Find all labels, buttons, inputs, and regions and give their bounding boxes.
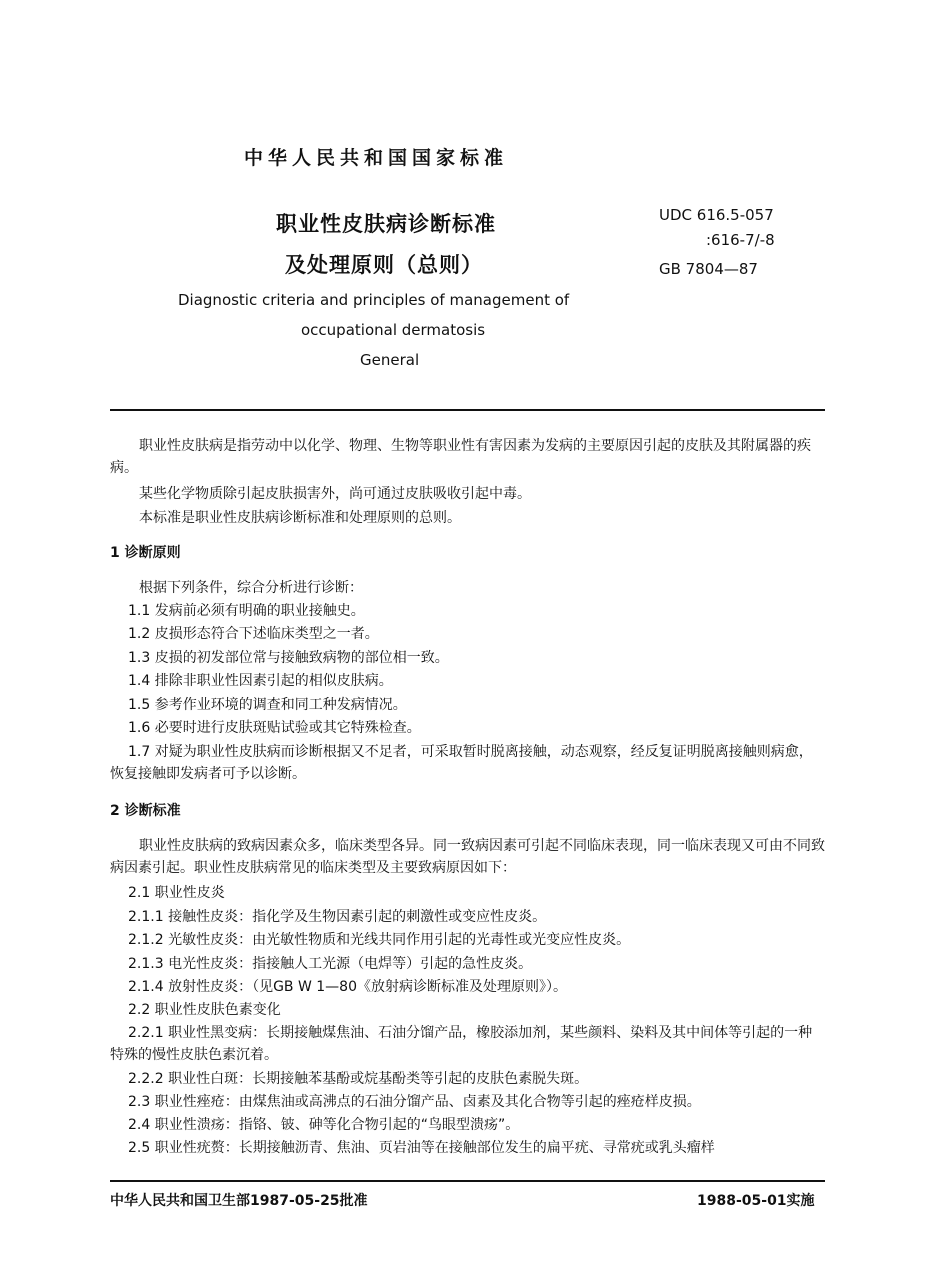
section1-heading: 1 诊断原则 bbox=[110, 545, 181, 561]
section2-item-2-1-4: 2.1.4 放射性皮炎：（见GB W 1—80《放射病诊断标准及处理原则》）。 bbox=[128, 979, 567, 995]
section2-item-2-1-3: 2.1.3 电光性皮炎：指接触人工光源（电焊等）引起的急性皮炎。 bbox=[128, 956, 533, 972]
document-title-line2: 及处理原则（总则） bbox=[285, 253, 483, 277]
section2-item-2-2-2: 2.2.2 职业性白斑：长期接触苯基酚或烷基酚类等引起的皮肤色素脱失斑。 bbox=[128, 1071, 589, 1087]
english-title-line1: Diagnostic criteria and principles of management of bbox=[178, 291, 570, 309]
section2-item-2-1: 2.1 职业性皮炎 bbox=[128, 885, 225, 901]
section2-lead: 职业性皮肤病的致病因素众多，临床类型各异。同一致病因素可引起不同临床表现，同一临床表现又可由不同致病因素引起。职业性皮肤病常见的临床类型及主要致病原因如下： bbox=[110, 838, 825, 876]
section1-item-1-5: 1.5 参考作业环境的调查和同工种发病情况。 bbox=[128, 697, 407, 713]
section2-heading: 2 诊断标准 bbox=[110, 803, 181, 819]
intro-paragraph-3: 本标准是职业性皮肤病诊断标准和处理原则的总则。 bbox=[139, 510, 461, 526]
section1-item-1-3: 1.3 皮损的初发部位常与接触致病物的部位相一致。 bbox=[128, 650, 449, 666]
udc-code-line2: :616-7/-8 bbox=[706, 231, 775, 249]
english-title-line2: occupational dermatosis bbox=[301, 321, 486, 339]
intro-paragraph-2: 某些化学物质除引起皮肤损害外，尚可通过皮肤吸收引起中毒。 bbox=[139, 486, 531, 502]
implementation-date: 1988-05-01实施 bbox=[697, 1193, 815, 1209]
standard-type-heading: 中华人民共和国国家标准 bbox=[244, 147, 509, 169]
gb-code: GB 7804—87 bbox=[659, 260, 758, 278]
section2-item-2-2-1: 2.2.1 职业性黑变病：长期接触煤焦油、石油分馏产品，橡胶添加剂，某些颜料、染料及其中间体等引起的一种特殊的慢性皮肤色素沉着。 bbox=[110, 1025, 813, 1063]
section1-item-1-4: 1.4 排除非职业性因素引起的相似皮肤病。 bbox=[128, 673, 393, 689]
document-title-line1: 职业性皮肤病诊断标准 bbox=[276, 212, 496, 236]
section2-item-2-5: 2.5 职业性疣赘：长期接触沥青、焦油、页岩油等在接触部位发生的扁平疣、寻常疣或乳头瘤样 bbox=[128, 1140, 715, 1156]
section2-item-2-1-1: 2.1.1 接触性皮炎：指化学及生物因素引起的刺激性或变应性皮炎。 bbox=[128, 909, 547, 925]
section1-item-1-6: 1.6 必要时进行皮肤斑贴试验或其它特殊检查。 bbox=[128, 720, 421, 736]
approval-date: 中华人民共和国卫生部1987-05-25批准 bbox=[110, 1193, 368, 1209]
footer-divider bbox=[110, 1180, 825, 1182]
english-title-line3: General bbox=[360, 351, 420, 369]
section1-lead: 根据下列条件，综合分析进行诊断： bbox=[139, 580, 363, 596]
section1-item-1-7: 1.7 对疑为职业性皮肤病而诊断根据又不足者，可采取暂时脱离接触，动态观察，经反复证明脱离接触则病愈，恢复接触即发病者可予以诊断。 bbox=[110, 744, 813, 782]
section2-item-2-2: 2.2 职业性皮肤色素变化 bbox=[128, 1002, 281, 1018]
section2-item-2-4: 2.4 职业性溃疡：指铬、铍、砷等化合物引起的“鸟眼型溃疡”。 bbox=[128, 1117, 520, 1133]
section2-item-2-3: 2.3 职业性痤疮：由煤焦油或高沸点的石油分馏产品、卤素及其化合物等引起的痤疮样皮损。 bbox=[128, 1094, 701, 1110]
header-divider bbox=[110, 409, 825, 411]
section1-item-1-1: 1.1 发病前必须有明确的职业接触史。 bbox=[128, 603, 365, 619]
section1-item-1-2: 1.2 皮损形态符合下述临床类型之一者。 bbox=[128, 626, 379, 642]
section2-item-2-1-2: 2.1.2 光敏性皮炎：由光敏性物质和光线共同作用引起的光毒性或光变应性皮炎。 bbox=[128, 932, 631, 948]
intro-paragraph-1: 职业性皮肤病是指劳动中以化学、物理、生物等职业性有害因素为发病的主要原因引起的皮肤及其附属器的疾病。 bbox=[110, 438, 811, 476]
udc-code-line1: UDC 616.5-057 bbox=[659, 206, 774, 224]
